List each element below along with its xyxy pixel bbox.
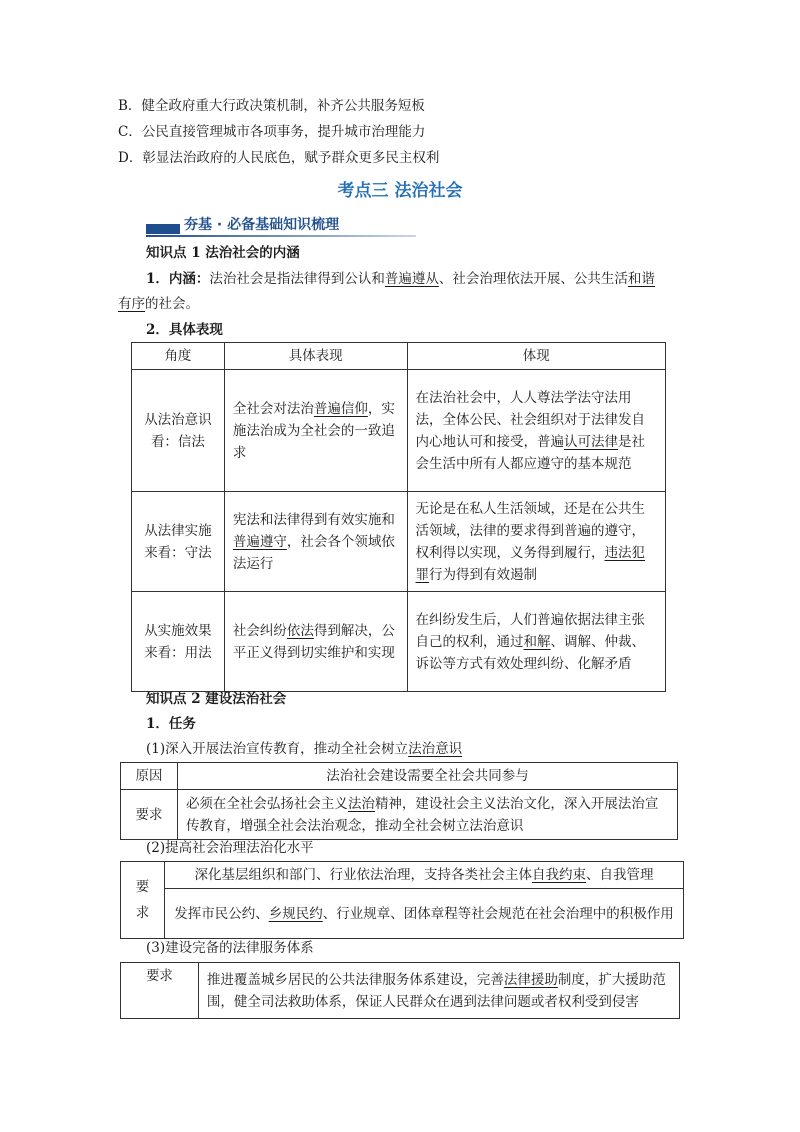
reason-label: 原因 — [121, 763, 178, 790]
connotation-keyword-2: 和谐 — [627, 271, 655, 287]
col-header-angle: 角度 — [132, 343, 225, 370]
requirement-row-1: 深化基层组织和部门、行业依法治理，支持各类社会主体自我约束、自我管理 — [164, 862, 683, 889]
task2-table — [120, 861, 684, 939]
table-row — [132, 592, 666, 692]
section-title: 考点三 法治社会 — [337, 181, 463, 201]
row-embody: 在法治社会中，人人尊法学法守法用法，全体公民、社会组织对于法律发自内心地认可和接受，普遍认可法律是社会生活中所有人都应遵守的基本规范 — [407, 370, 665, 492]
connotation-text-2: 、社会治理依法开展、公共生活 — [438, 271, 628, 287]
kp2-heading: 知识点 2 建设法治社会 — [146, 691, 287, 707]
option-d: D．彰显法治政府的人民底色，赋予群众更多民主权利 — [118, 150, 440, 166]
row-angle: 从法治意识看：信法 — [132, 370, 225, 492]
task3-table — [120, 962, 680, 1019]
requirement-text: 必须在全社会弘扬社会主义法治精神，建设社会主义法治文化，深入开展法治宣传教育，增强全社会法治观念，推动全社会树立法治意识 — [177, 790, 677, 840]
connotation-line-1 — [146, 269, 655, 289]
requirement-label: 要求 — [121, 862, 165, 939]
connotation-label: 1．内涵： — [146, 271, 210, 287]
option-c: C．公民直接管理城市各项事务，提升城市治理能力 — [118, 124, 426, 140]
manifest-heading: 2．具体表现 — [146, 322, 223, 338]
row-show: 全社会对法治普遍信仰，实施法治成为全社会的一致追求 — [224, 370, 407, 492]
task1-keyword: 法治意识 — [408, 741, 463, 757]
kp1-heading: 知识点 1 法治社会的内涵 — [146, 245, 300, 261]
connotation-text-3: 的社会。 — [145, 296, 199, 312]
task-heading: 1．任务 — [146, 716, 196, 732]
col-header-show: 具体表现 — [224, 343, 407, 370]
row-show: 社会纠纷依法得到解决，公平正义得到切实维护和实现 — [224, 592, 407, 692]
banner-bar — [146, 224, 180, 234]
banner-text: 夯基 · 必备基础知识梳理 — [184, 217, 340, 233]
requirement-text: 推进覆盖城乡居民的公共法律服务体系建设，完善法律援助制度，扩大援助范围，健全司法救助体系，保证人民群众在遇到法律问题或者权利受到侵害 — [198, 963, 679, 1019]
task1-table — [120, 762, 678, 840]
task1-heading: (1)深入开展法治宣传教育，推动全社会树立法治意识 — [146, 741, 463, 757]
row-embody: 无论是在私人生活领域，还是在公共生活领域，法律的要求得到普遍的遵守，权利得以实现，义务得到履行，违法犯罪行为得到有效遏制 — [407, 492, 665, 592]
col-header-embody: 体现 — [407, 343, 665, 370]
connotation-keyword-3: 有序 — [118, 296, 145, 312]
requirement-row-2: 发挥市民公约、乡规民约、行业规章、团体章程等社会规范在社会治理中的积极作用 — [164, 889, 683, 939]
task3-heading: (3)建设完备的法律服务体系 — [146, 940, 314, 956]
option-b: B．健全政府重大行政决策机制，补齐公共服务短板 — [118, 98, 425, 114]
manifest-table — [131, 342, 666, 692]
task2-heading: (2)提高社会治理法治化水平 — [146, 840, 314, 856]
row-embody: 在纠纷发生后，人们普遍依据法律主张自己的权利，通过和解、调解、仲裁、诉讼等方式有效处理纠纷、化解矛盾 — [407, 592, 665, 692]
connotation-line-2 — [118, 294, 199, 314]
section-banner — [146, 214, 416, 236]
row-angle: 从法律实施来看：守法 — [132, 492, 225, 592]
row-show: 宪法和法律得到有效实施和普遍遵守，社会各个领域依法运行 — [224, 492, 407, 592]
row-angle: 从实施效果来看：用法 — [132, 592, 225, 692]
requirement-label: 要求 — [121, 963, 199, 1019]
table-row — [132, 492, 666, 592]
connotation-keyword-1: 普遍遵从 — [384, 271, 439, 287]
banner-rule — [146, 235, 416, 237]
reason-text: 法治社会建设需要全社会共同参与 — [177, 763, 677, 790]
requirement-label: 要求 — [121, 790, 178, 840]
table-row — [132, 370, 666, 492]
connotation-text-1: 法治社会是指法律得到公认和 — [209, 271, 385, 287]
